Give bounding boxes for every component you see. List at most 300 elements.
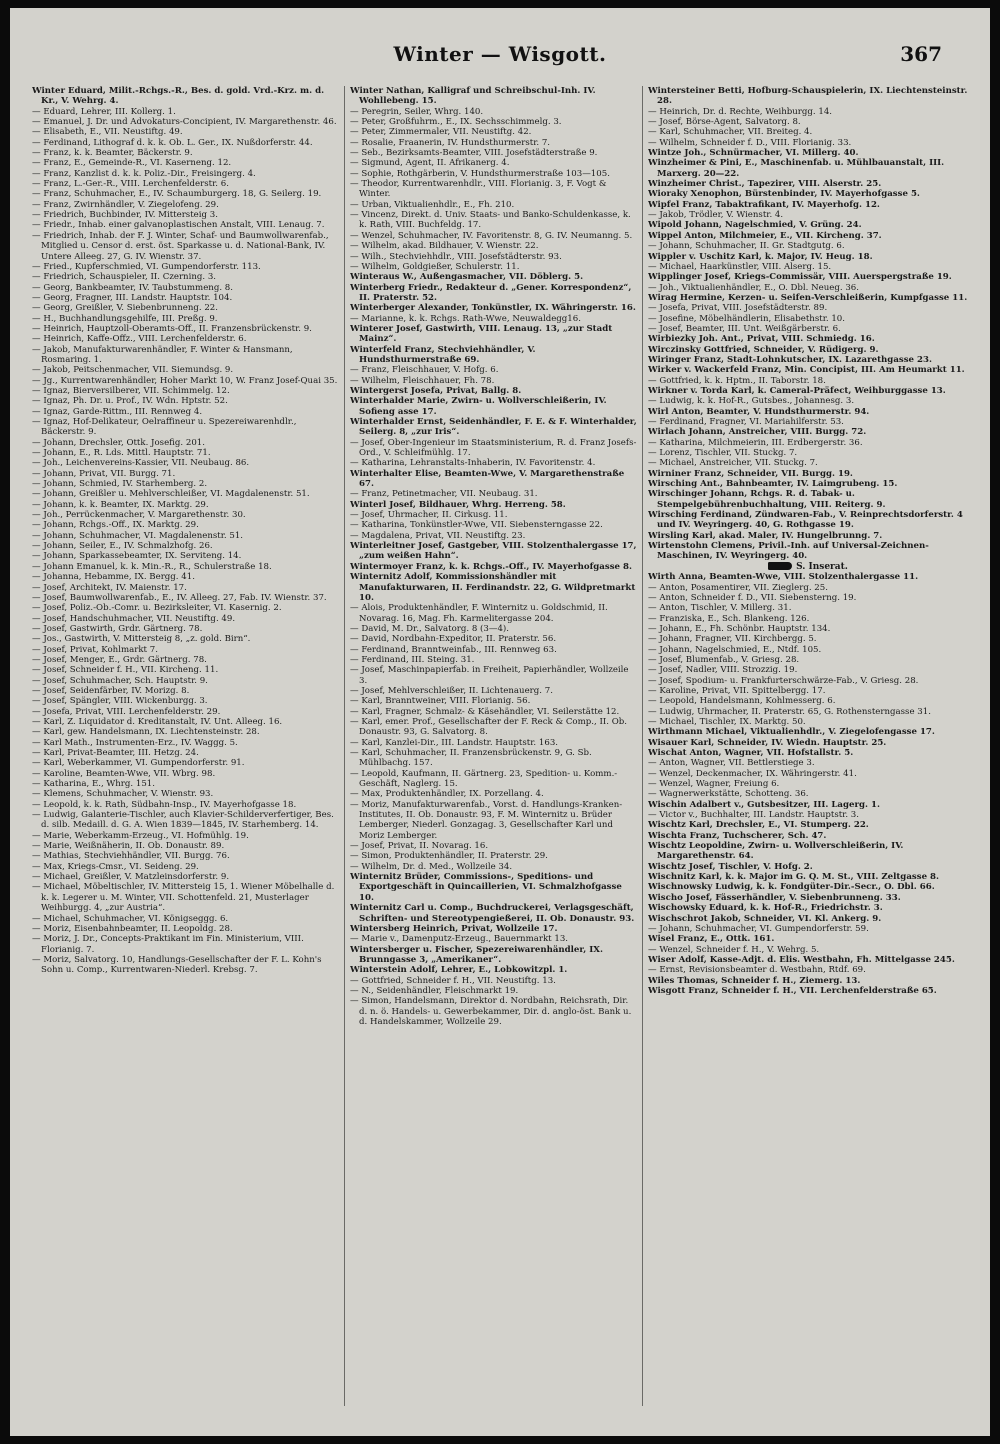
column-1 xyxy=(32,86,340,1406)
directory-entry xyxy=(648,469,968,479)
directory-entry xyxy=(32,179,340,189)
directory-entry xyxy=(32,789,340,799)
column-divider xyxy=(642,86,643,1406)
directory-entry xyxy=(648,820,968,830)
directory-entry xyxy=(350,86,638,107)
directory-entry xyxy=(32,262,340,272)
entry-text: Winternitz Brüder, Commissions-, Speditions- und Exportgeschäft in Quincaillerien, VI. Schmalzhofgasse 10. xyxy=(350,872,622,903)
directory-entry xyxy=(350,138,638,148)
entry-text: — Peter, Großfuhrm., E., IX. Sechsschimmelg. 3. xyxy=(350,117,562,128)
directory-entry xyxy=(32,396,340,406)
entry-text: — Franz, Kanzlist d. k. k. Poliz.-Dir., Freisingerg. 4. xyxy=(32,168,256,179)
directory-entry xyxy=(648,489,968,510)
entry-text: — Franz, E., Gemeinde-R., VI. Kaserneng. 12. xyxy=(32,158,232,169)
entry-text: — Johann, k. k. Beamter, IX. Marktg. 29. xyxy=(32,499,209,510)
directory-entry xyxy=(32,489,340,499)
entry-text: — Max, Produktenhändler, IX. Porzellang. 4. xyxy=(350,789,544,800)
directory-entry xyxy=(32,541,340,551)
entry-text: — Marie, Weberkamm-Erzeug., VI. Hofmühlg. 19. xyxy=(32,830,249,841)
entry-text: Wintergerst Josefa, Privat, Ballg. 8. xyxy=(350,385,522,396)
directory-entry xyxy=(350,158,638,168)
entry-text: — Johann, Schuhmacher, VI. Magdalenenstr. 51. xyxy=(32,530,244,541)
directory-entry xyxy=(350,510,638,520)
entry-text: — Josef, Seidenfärber, IV. Morizg. 8. xyxy=(32,685,190,696)
entry-text: — Wenzel, Schuhmacher, IV. Favoritenstr. 8, G. IV. Neumanng. 5. xyxy=(350,230,633,241)
entry-text: — Elisabeth, E., VII. Neustiftg. 49. xyxy=(32,127,183,138)
directory-entry xyxy=(32,376,340,386)
entry-text: — Josef, Schneider f. H., VII. Kircheng. 11. xyxy=(32,665,219,676)
directory-entry xyxy=(32,810,340,831)
entry-text: — Joh., Leichenvereins-Kassier, VII. Neubaug. 86. xyxy=(32,458,250,469)
directory-entry xyxy=(350,634,638,644)
entry-text: — Franz, Zwirnhändler, V. Ziegelofeng. 29. xyxy=(32,199,219,210)
entry-text: — Johann, Drechsler, Ottk. Josefig. 201. xyxy=(32,437,206,448)
entry-text: — Ignaz, Bierversilberer, VII. Schimmelg. 12. xyxy=(32,385,230,396)
entry-text: — Michael, Anstreicher, VII. Stuckg. 7. xyxy=(648,458,818,469)
entry-text: Winterhalder Marie, Zwirn- u. Wollverschleißerin, IV. Sofieng asse 17. xyxy=(350,396,607,417)
directory-entry xyxy=(648,603,968,613)
directory-entry xyxy=(648,634,968,644)
entry-text: — Josef, Privat, Kohlmarkt 7. xyxy=(32,644,158,655)
directory-entry xyxy=(648,665,968,675)
directory-entry xyxy=(648,955,968,965)
directory-entry xyxy=(350,789,638,799)
directory-entry xyxy=(648,117,968,127)
entry-text: — Karl, gew. Handelsmann, IX. Liechtensteinstr. 28. xyxy=(32,727,260,738)
entry-text: — Moriz, J. Dr., Concepts-Praktikant im Fin. Ministerium, VIII. Florianig. 7. xyxy=(32,934,304,955)
directory-entry xyxy=(32,624,340,634)
entry-text: — Josefa, Privat, VIII. Josefstädterstr. 89. xyxy=(648,303,828,314)
entry-text: Wisel Franz, E., Ottk. 161. xyxy=(648,934,775,945)
directory-entry xyxy=(350,262,638,272)
page-title: Winter — Wisgott. xyxy=(393,42,607,66)
directory-entry xyxy=(32,345,340,366)
directory-entry xyxy=(350,458,638,468)
directory-entry xyxy=(350,903,638,924)
directory-entry xyxy=(648,386,968,396)
entry-text: — Moriz, Manufakturwarenfab., Vorst. d. Handlungs-Kranken-Institutes, II. Ob. Donaustr. 93, F. M. Winternitz u. Brüder Lemberger, Niederl. Gonzagag. 3, Gesellschafter Karl und Moriz Lemberger. xyxy=(350,799,623,841)
directory-entry xyxy=(648,479,968,489)
directory-entry xyxy=(350,469,638,490)
entry-text: Wischin Adalbert v., Gutsbesitzer, III. Lagerg. 1. xyxy=(648,799,880,810)
entry-text: Winterhalter Elise, Beamten-Wwe, V. Margarethenstraße 67. xyxy=(350,468,625,490)
directory-entry xyxy=(350,851,638,861)
entry-text: — Johann, Fragner, VII. Kirchbergg. 5. xyxy=(648,634,817,645)
entry-text: — Alois, Produktenhändler, F. Winternitz u. Goldschmid, II. Novarag. 16, Mag. Fh. Karmelitergasse 204. xyxy=(350,603,608,624)
directory-entry xyxy=(32,914,340,924)
entry-text: — Wagnerwerkstätte, Schotteng. 36. xyxy=(648,789,809,800)
entry-text: — Josef, Architekt, IV. Maienstr. 17. xyxy=(32,582,187,593)
directory-entry xyxy=(32,86,340,107)
directory-entry xyxy=(350,945,638,966)
directory-entry xyxy=(350,872,638,903)
directory-entry xyxy=(32,220,340,230)
entry-text: — Rosalie, Fraanerin, IV. Hundsthurmerstr. 7. xyxy=(350,137,551,148)
directory-entry xyxy=(350,438,638,459)
directory-entry xyxy=(648,303,968,313)
directory-entry xyxy=(648,324,968,334)
directory-entry xyxy=(350,696,638,706)
entry-text: — Ferdinand, Branntweinfab., III. Rennweg 63. xyxy=(350,644,557,655)
entry-text: Winter Nathan, Kalligraf und Schreibschul-Inh. IV. Wohllebeng. 15. xyxy=(350,86,596,107)
entry-text: Wippel Anton, Milchmeier, E., VII. Kircheng. 37. xyxy=(648,230,882,241)
entry-text: Wirsching Ant., Bahnbeamter, IV. Laimgrubeng. 15. xyxy=(648,479,898,490)
entry-text: — Ferdinand, III. Steing. 31. xyxy=(350,654,475,665)
entry-text: — Peter, Zimmermaler, VII. Neustiftg. 42. xyxy=(350,127,532,138)
directory-entry xyxy=(32,189,340,199)
directory-entry xyxy=(648,583,968,593)
directory-entry xyxy=(350,365,638,375)
directory-entry xyxy=(32,520,340,530)
entry-text: Wischnowsky Ludwig, k. k. Fondgüter-Dir.-Secr., O. Dbl. 66. xyxy=(648,882,935,893)
entry-text: Wischo Josef, Fässerhändler, V. Siebenbrunneng. 33. xyxy=(648,892,901,903)
directory-entry xyxy=(648,841,968,862)
directory-entry xyxy=(648,345,968,355)
directory-entry xyxy=(350,345,638,366)
directory-entry xyxy=(648,831,968,841)
entry-text: — Karl, Privat-Beamter, III. Hetzg. 24. xyxy=(32,748,199,758)
directory-entry xyxy=(32,117,340,127)
entry-text: Wirczinsky Gottfried, Schneider, V. Rüdigerg. 9. xyxy=(648,344,879,355)
entry-text: — Friedrich, Inhab. der F. J. Winter, Schaf- und Baumwollwarenfab., Mitglied u. Censor d. erst. öst. Sparkasse u. d. National-Bank, IV. Untere Alleeg. 27, G. IV. Wienstr. 37. xyxy=(32,230,329,262)
directory-entry xyxy=(350,769,638,790)
entry-text: Wipfel Franz, Tabaktrafikant, IV. Mayerhofg. 12. xyxy=(648,199,880,210)
entry-text: — Josef, Schuhmacher, Sch. Hauptstr. 9. xyxy=(32,675,208,686)
entry-text: — Karl, Weberkammer, VI. Gumpendorferstr. 91. xyxy=(32,758,245,769)
entry-text: Wisgott Franz, Schneider f. H., VII. Lerchenfelderstraße 65. xyxy=(648,985,937,996)
entry-text: — Moriz, Eisenbahnbeamter, II. Leopoldg. 28. xyxy=(32,923,233,934)
entry-text: Wischtz Karl, Drechsler, E., VI. Stumperg. 22. xyxy=(648,820,869,831)
entry-text: — Johanna, Hebamme, IX. Bergg. 41. xyxy=(32,572,195,583)
entry-text: — Wilhelm, akad. Bildhauer, V. Wienstr. 22. xyxy=(350,241,539,252)
entry-text: — Wilhelm, Fleischhauer, Fh. 78. xyxy=(350,375,495,386)
directory-entry xyxy=(350,241,638,251)
directory-entry xyxy=(350,272,638,282)
directory-entry xyxy=(648,148,968,158)
entry-text: — Josef, Ober-Ingenieur im Staatsministerium, R. d. Franz Josefs-Ord., V. Schleifmühlg. 17. xyxy=(350,437,637,459)
entry-text: Wischta Franz, Tuchscherer, Sch. 47. xyxy=(648,830,827,841)
directory-entry xyxy=(648,531,968,541)
directory-entry xyxy=(648,769,968,779)
directory-entry xyxy=(350,748,638,769)
directory-entry xyxy=(648,748,968,758)
directory-entry xyxy=(648,934,968,944)
entry-text: — Josef, Maschinpapierfab. in Freiheit, Papierhändler, Wollzeile 3. xyxy=(350,665,629,686)
entry-text: — H., Buchhandlungsgehilfe, III. Preßg. 9. xyxy=(32,313,218,324)
entry-text: — Anton, Posamentirer, VII. Zieglerg. 25. xyxy=(648,582,828,593)
directory-entry xyxy=(648,179,968,189)
directory-entry xyxy=(32,531,340,541)
directory-entry xyxy=(350,520,638,530)
entry-text: Wintersberger u. Fischer, Spezereiwarenhändler, IX. Brunngasse 3, „Amerikaner“. xyxy=(350,944,603,965)
directory-entry xyxy=(350,489,638,499)
entry-text: Winzheimer & Pini, E., Maschinenfab. u. Mühlbauanstalt, III. Marxerg. 20—22. xyxy=(648,158,945,179)
directory-entry xyxy=(648,707,968,717)
directory-entry xyxy=(648,893,968,903)
entry-text: Wirag Hermine, Kerzen- u. Seifen-Verschleißerin, Kumpfgasse 11. xyxy=(648,292,968,303)
directory-entry xyxy=(648,862,968,872)
directory-entry xyxy=(350,107,638,117)
entry-text: — Karoline, Beamten-Wwe, VII. Wbrg. 98. xyxy=(32,768,216,779)
entry-text: — David, Nordbahn-Expeditor, II. Praterstr. 56. xyxy=(350,634,557,645)
directory-entry xyxy=(350,686,638,696)
entry-text: — Karl, Kanzlei-Dir., III. Landstr. Hauptstr. 163. xyxy=(350,737,559,748)
entry-text: — Michael, Greißler, V. Matzleinsdorferstr. 9. xyxy=(32,872,230,883)
entry-text: — Simon, Produktenhändler, II. Praterstr. 29. xyxy=(350,851,548,862)
directory-entry xyxy=(648,914,968,924)
entry-text: — Josef, Privat, II. Novarag. 16. xyxy=(350,841,489,852)
entry-text: — Karl, Z. Liquidator d. Kreditanstalt, IV. Unt. Alleeg. 16. xyxy=(32,716,283,727)
directory-entry xyxy=(32,779,340,789)
entry-text: — Simon, Handelsmann, Direktor d. Nordbahn, Reichsrath, Dir. d. n. ö. Handels- u. Gewerbekammer, Dir. d. anglo-öst. Bank u. d. Handelskammer, Wollzeile 29. xyxy=(350,996,632,1027)
directory-entry xyxy=(32,200,340,210)
entry-text: — Ignaz, Ph. Dr. u. Prof., IV. Wdn. Hptstr. 52. xyxy=(32,396,228,407)
entry-text: — Leopold, Handelsmann, Kohlmesserg. 6. xyxy=(648,696,836,707)
directory-entry xyxy=(648,458,968,468)
entry-text: — Wilh., Stechviehhdlr., VIII. Josefstädterstr. 93. xyxy=(350,251,562,262)
entry-text: — David, M. Dr., Salvatorg. 8 (3—4). xyxy=(350,623,510,634)
entry-text: — Magdalena, Privat, VII. Neustiftg. 23. xyxy=(350,530,526,541)
directory-entry xyxy=(32,614,340,624)
directory-entry xyxy=(32,158,340,168)
entry-text: Wippler v. Uschitz Karl, k. Major, IV. Heug. 18. xyxy=(648,251,873,262)
entry-text: — Josef, Mehlverschleißer, II. Lichtenauerg. 7. xyxy=(350,685,553,696)
entry-text: Winterer Josef, Gastwirth, VIII. Lenaug. 13, „zur Stadt Mainz“. xyxy=(350,323,613,345)
directory-entry xyxy=(32,634,340,644)
directory-entry xyxy=(350,314,638,324)
directory-entry xyxy=(32,800,340,810)
directory-entry xyxy=(648,903,968,913)
directory-entry xyxy=(350,738,638,748)
entry-text: — Katharina, Milchmeierin, III. Erdbergerstr. 36. xyxy=(648,437,863,448)
entry-text: Wischnitz Karl, k. k. Major im G. Q. M. St., VIII. Zeltgasse 8. xyxy=(648,872,939,883)
column-divider xyxy=(344,86,345,1406)
entry-text: — Josef, Baumwollwarenfab., E., IV. Alleeg. 27, Fab. IV. Wienstr. 37. xyxy=(32,592,327,603)
entry-text: — Wenzel, Schneider f. H., V. Wehrg. 5. xyxy=(648,944,820,955)
directory-entry xyxy=(350,996,638,1027)
directory-entry xyxy=(32,872,340,882)
entry-text: — Karl, Schuhmacher, VII. Breiteg. 4. xyxy=(648,127,813,138)
entry-text: — Gottfried, Schneider f. H., VII. Neustiftg. 13. xyxy=(350,975,556,986)
entry-text: — Josef, Handschuhmacher, VII. Neustiftg. 49. xyxy=(32,613,236,624)
entry-text: Wirsling Karl, akad. Maler, IV. Hungelbrunng. 7. xyxy=(648,530,883,541)
directory-entry xyxy=(350,252,638,262)
directory-entry xyxy=(648,686,968,696)
entry-text: Wischtz Leopoldine, Zwirn- u. Wollverschleißerin, IV. Margarethenstr. 64. xyxy=(648,841,904,862)
directory-entry xyxy=(648,655,968,665)
entry-text: — Johann, Schmied, IV. Starhemberg. 2. xyxy=(32,479,208,490)
directory-page xyxy=(10,8,990,1436)
directory-entry xyxy=(32,407,340,417)
entry-text: Wirbiezky Joh. Ant., Privat, VIII. Schmiedg. 16. xyxy=(648,334,875,345)
directory-entry xyxy=(648,241,968,251)
entry-text: — Johann Emanuel, k. k. Min.-R., R., Schulerstraße 18. xyxy=(32,561,272,572)
entry-text: — Georg, Bankbeamter, IV. Taubstummeng. 8. xyxy=(32,282,233,293)
entry-text: — Josef, Uhrmacher, II. Cirkusg. 11. xyxy=(350,510,508,521)
entry-text: — Anton, Wagner, VII. Bettlerstiege 3. xyxy=(648,758,815,769)
entry-text: — Peregrin, Seiler, Whrg. 140. xyxy=(350,106,484,117)
directory-entry xyxy=(32,841,340,851)
directory-entry xyxy=(32,676,340,686)
directory-entry xyxy=(648,283,968,293)
directory-entry xyxy=(350,572,638,603)
entry-text: — Ludwig, Uhrmacher, II. Praterstr. 65, G. Rothensterngasse 31. xyxy=(648,706,931,717)
directory-entry xyxy=(32,127,340,137)
entry-text: — Wilhelm, Dr. d. Med., Wollzeile 34. xyxy=(350,861,513,872)
entry-text: — Wilhelm, Goldgießer, Schulerstr. 11. xyxy=(350,261,520,272)
entry-text: — Katharina, E., Whrg. 151. xyxy=(32,779,156,790)
directory-entry xyxy=(350,655,638,665)
entry-text: Wirsching Ferdinand, Zündwaren-Fab., V. Reinprechtsdorferstr. 4 und IV. Weyringerg. 40, G. Rothgasse 19. xyxy=(648,510,963,531)
entry-text: — Wenzel, Wagner, Freiung 6. xyxy=(648,779,780,790)
directory-entry xyxy=(32,386,340,396)
entry-text: — Michael, Möbeltischler, IV. Mittersteig 15, 1. Wiener Möbelhalle d. k. k. Legerer u. M. Winter, VII. Schottenfeld. 21, Musterlager Weihburgg. 4, „zur Austria“. xyxy=(32,882,335,914)
directory-entry xyxy=(32,314,340,324)
directory-entry xyxy=(350,707,638,717)
entry-text: — Sigmund, Agent, II. Afrikanerg. 4. xyxy=(350,158,510,169)
directory-entry xyxy=(350,169,638,179)
entry-text: — Josef, Nadler, VIII. Strozzig. 19. xyxy=(648,665,798,676)
directory-entry xyxy=(648,645,968,655)
entry-text: — Josefine, Möbelhändlerin, Elisabethstr. 10. xyxy=(648,313,845,324)
directory-entry xyxy=(648,158,968,179)
directory-entry xyxy=(350,603,638,624)
entry-text: — Friedrich, Schauspieler, II. Czerning. 3. xyxy=(32,272,217,283)
entry-text: — Johann, E., Fh. Schönbr. Hauptstr. 134. xyxy=(648,623,831,634)
entry-text: — Franziska, E., Sch. Blankeng. 126. xyxy=(648,613,810,624)
directory-entry xyxy=(350,417,638,438)
entry-text: — Johann, Seiler, E., IV. Schmalzhofg. 26. xyxy=(32,541,213,552)
directory-entry xyxy=(648,220,968,230)
directory-entry xyxy=(350,976,638,986)
entry-text: — Johann, E., R. Lds. Mittl. Hauptstr. 71. xyxy=(32,448,211,459)
directory-entry xyxy=(32,645,340,655)
entry-text: — Josef, Spodium- u. Frankfurterschwärze-Fab., V. Griesg. 28. xyxy=(648,675,919,686)
entry-text: Wiles Thomas, Schneider f. H., Ziemerg. 13. xyxy=(648,975,861,986)
entry-text: — Ludwig, Galanterie-Tischler, auch Klavier-Schilderverfertiger, Bes. d. silb. Medaill. d. G. A. Wien 1839—1845, IV. Starhemberg. 14. xyxy=(32,810,334,831)
entry-text: — Friedrich, Buchbinder, IV. Mittersteig 3. xyxy=(32,210,218,221)
entry-text: — Georg, Fragner, III. Landstr. Hauptstr. 104. xyxy=(32,292,233,303)
directory-entry xyxy=(350,179,638,200)
entry-text: Wirlach Johann, Anstreicher, VIII. Burgg. 72. xyxy=(648,427,867,438)
entry-text: — Joh., Viktualienhändler, E., O. Dbl. Neueg. 36. xyxy=(648,282,860,293)
directory-entry xyxy=(32,924,340,934)
entry-text: — Marie v., Damenputz-Erzeug., Bauernmarkt 13. xyxy=(350,934,569,945)
insert-notice xyxy=(648,562,968,572)
entry-text: — Theodor, Kurrentwarenhdlr., VIII. Florianig. 3, F. Vogt & Winter. xyxy=(350,179,607,200)
entry-text: — Heinrich, Kaffe-Offz., VIII. Lerchenfelderstr. 6. xyxy=(32,334,247,345)
entry-text: Wipplinger Josef, Kriegs-Commissär, VIII. Auerspergstraße 19. xyxy=(648,272,952,283)
directory-entry xyxy=(32,293,340,303)
entry-text: Winterstein Adolf, Lehrer, E., Lobkowitzpl. 1. xyxy=(350,965,568,976)
directory-entry xyxy=(32,448,340,458)
entry-text: — Ferdinand, Fragner, VI. Mariahilferstr. 53. xyxy=(648,417,844,427)
directory-entry xyxy=(32,438,340,448)
entry-text: — Jg., Kurrentwarenhändler, Hoher Markt 10, W. Franz Josef-Quai 35. xyxy=(32,375,338,386)
directory-entry xyxy=(350,396,638,417)
directory-entry xyxy=(648,272,968,282)
entry-text: — Josefa, Privat, VIII. Lerchenfelderstr. 29. xyxy=(32,706,221,717)
entry-text: — Joh., Perrückenmacher, V. Margarethenstr. 30. xyxy=(32,510,246,521)
column-2 xyxy=(350,86,638,1406)
entry-text: Winterleitner Josef, Gastgeber, VIII. Stolzenthalergasse 17, „zum weißen Hahn“. xyxy=(350,541,637,562)
entry-text: — Max, Kriegs-Cmsr., VI. Seideng. 29. xyxy=(32,861,199,872)
directory-entry xyxy=(32,934,340,955)
entry-text: — Sophie, Rothgärberin, V. Hundsthurmerstraße 103—105. xyxy=(350,168,610,179)
directory-entry xyxy=(32,862,340,872)
entry-text: — Karl, Branntweiner, VIII. Florianig. 56. xyxy=(350,696,531,707)
entry-text: — Michael, Tischler, IX. Marktg. 50. xyxy=(648,716,806,727)
entry-text: — Ignaz, Hof-Delikateur, Oelraffineur u. Spezereiwarenhdlr., Bäckerstr. 9. xyxy=(32,417,297,438)
directory-entry xyxy=(32,365,340,375)
directory-entry xyxy=(648,696,968,706)
directory-entry xyxy=(350,376,638,386)
directory-entry xyxy=(32,148,340,158)
directory-entry xyxy=(32,479,340,489)
directory-entry xyxy=(350,324,638,345)
directory-entry xyxy=(32,551,340,561)
directory-entry xyxy=(648,86,968,107)
entry-text: — Wilhelm, Schneider f. D., VIII. Florianig. 33. xyxy=(648,137,852,148)
directory-entry xyxy=(648,945,968,955)
entry-text: — Marie, Weißnäherin, II. Ob. Donaustr. 89. xyxy=(32,841,225,852)
directory-entry xyxy=(32,324,340,334)
entry-text: — Moriz, Salvatorg. 10, Handlungs-Gesellschafter der F. L. Kohn's Sohn u. Comp., Kurrentwaren-Niederl. Krebsg. 7. xyxy=(32,954,322,976)
directory-entry xyxy=(648,572,968,582)
entry-text: — Jakob, Trödler, V. Wienstr. 4. xyxy=(648,210,784,221)
directory-entry xyxy=(350,386,638,396)
directory-entry xyxy=(350,717,638,738)
entry-text: — Lorenz, Tischler, VII. Stuckg. 7. xyxy=(648,448,798,459)
entry-text: Wiser Adolf, Kasse-Adjt. d. Elis. Westbahn, Fh. Mittelgasse 245. xyxy=(648,954,955,965)
directory-entry xyxy=(350,500,638,510)
directory-entry xyxy=(32,955,340,976)
directory-entry xyxy=(32,210,340,220)
entry-text: — Josef, Börse-Agent, Salvatorg. 8. xyxy=(648,117,801,128)
directory-entry xyxy=(648,252,968,262)
entry-text: — Leopold, k. k. Rath, Südbahn-Insp., IV. Mayerhofgasse 18. xyxy=(32,799,297,810)
directory-entry xyxy=(648,965,968,975)
directory-entry xyxy=(32,686,340,696)
directory-entry xyxy=(350,986,638,996)
directory-entry xyxy=(32,417,340,438)
directory-entry xyxy=(350,148,638,158)
entry-text: — Anton, Schneider f. D., VII. Siebensterng. 19. xyxy=(648,592,857,603)
directory-entry xyxy=(350,283,638,304)
directory-entry xyxy=(350,541,638,562)
entry-text: — Jakob, Manufakturwarenhändler, F. Winter & Hansmann, Rosmaring. 1. xyxy=(32,344,293,365)
entry-text: Wirl Anton, Beamter, V. Hundsthurmerstr. 94. xyxy=(648,406,870,417)
directory-entry xyxy=(648,417,968,427)
entry-text: — Johann, Schuhmacher, II. Gr. Stadtgutg. 6. xyxy=(648,241,845,252)
entry-text: — Karoline, Privat, VII. Spittelbergg. 17. xyxy=(648,685,826,696)
directory-entry xyxy=(32,593,340,603)
entry-text: Wipold Johann, Nagelschmied, V. Grüng. 24. xyxy=(648,220,862,231)
entry-text: — Ferdinand, Lithograf d. k. k. Ob. L. Ger., IX. Nußdorferstr. 44. xyxy=(32,137,313,148)
entry-text: — Karl Math., Instrumenten-Erz., IV. Waggg. 5. xyxy=(32,737,238,748)
directory-entry xyxy=(350,862,638,872)
directory-entry xyxy=(648,738,968,748)
entry-text: — Katharina, Lehranstalts-Inhaberin, IV. Favoritenstr. 4. xyxy=(350,458,596,469)
entry-text: Winterberg Friedr., Redakteur d. „Gener. Korrespondenz“, II. Praterstr. 52. xyxy=(350,282,632,303)
entry-text: Wiringer Franz, Stadt-Lohnkutscher, IX. Lazarethgasse 23. xyxy=(648,354,932,365)
directory-entry xyxy=(32,583,340,593)
entry-text: — Johann, Rchgs.-Off., IX. Marktg. 29. xyxy=(32,520,199,531)
directory-entry xyxy=(648,448,968,458)
directory-entry xyxy=(648,614,968,624)
entry-text: — Katharina, Tonkünstler-Wwe, VII. Siebensterngasse 22. xyxy=(350,520,603,531)
directory-entry xyxy=(32,469,340,479)
